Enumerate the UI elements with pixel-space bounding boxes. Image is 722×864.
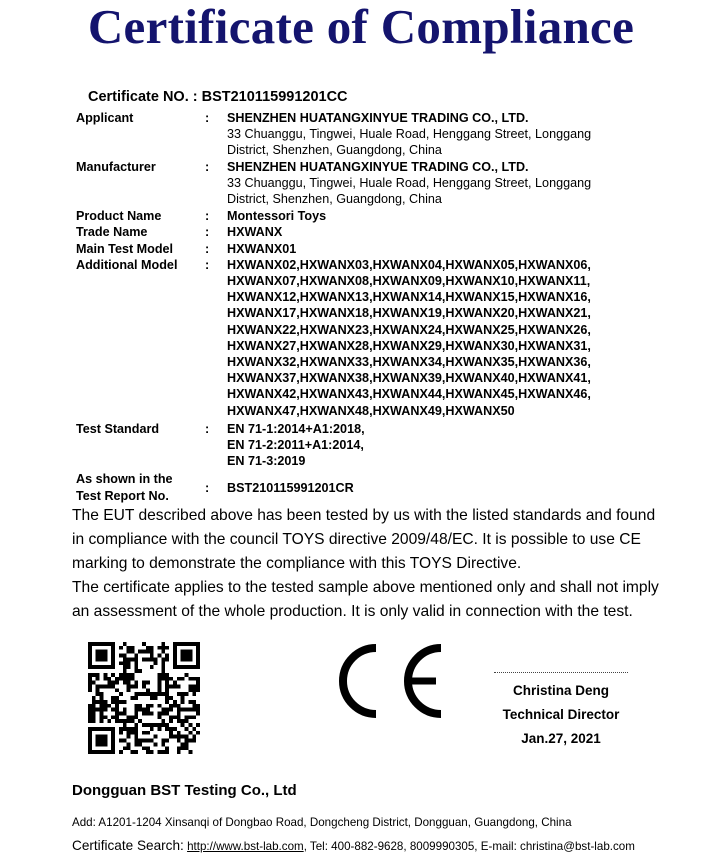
colon: : <box>205 257 210 272</box>
model-line: HXWANX22,HXWANX23,HXWANX24,HXWANX25,HXWANX26, <box>227 322 591 337</box>
manufacturer-address: District, Shenzhen, Guangdong, China <box>227 192 442 207</box>
test-standard-list <box>227 421 676 470</box>
applicant-name: SHENZHEN HUATANGXINYUE TRADING CO., LTD. <box>227 111 529 125</box>
search-label: Certificate Search: <box>72 838 184 853</box>
model-line: HXWANX12,HXWANX13,HXWANX14,HXWANX15,HXWANX16, <box>227 290 591 305</box>
standard-line: EN 71-3:2019 <box>227 454 306 469</box>
standard-line: EN 71-1:2014+A1:2018, <box>227 421 365 436</box>
report-number-value: BST210115991201CR <box>227 480 354 495</box>
issuer-company: Dongguan BST Testing Co., Ltd <box>72 782 297 799</box>
contact-info: , Tel: 400-882-9628, 8009990305, E-mail: christina@bst-lab.com <box>303 840 635 853</box>
website-link[interactable]: http://www.bst-lab.com <box>187 840 304 853</box>
certificate-title: Certificate of Compliance <box>87 0 635 54</box>
applicant-address: 33 Chuanggu, Tingwei, Huale Road, Henggang Street, Longgang <box>227 127 592 142</box>
manufacturer-value <box>227 159 676 208</box>
manufacturer-address: 33 Chuanggu, Tingwei, Huale Road, Henggang Street, Longgang <box>227 175 592 190</box>
main-test-model-value: HXWANX01 <box>227 241 297 256</box>
field-label: Applicant <box>76 111 134 125</box>
field-label: Manufacturer <box>76 159 156 174</box>
label-line: Test Report No. <box>76 488 169 503</box>
colon: : <box>205 111 210 125</box>
ce-mark-logo <box>328 640 446 722</box>
product-name-row <box>76 208 676 224</box>
model-line: HXWANX37,HXWANX38,HXWANX39,HXWANX40,HXWANX41, <box>227 371 591 386</box>
certificate-search <box>72 838 635 853</box>
issue-date: Jan.27, 2021 <box>521 731 601 746</box>
manufacturer-row <box>76 159 676 208</box>
qr-code <box>88 642 200 754</box>
field-label: Test Standard <box>76 421 160 436</box>
trade-name-row <box>76 224 676 240</box>
signatory-title: Technical Director <box>502 707 620 722</box>
label-line: As shown in the <box>76 472 173 487</box>
colon: : <box>205 225 210 240</box>
colon: : <box>205 421 210 436</box>
field-label: Product Name <box>76 209 162 224</box>
certificate-number: Certificate NO. : BST210115991201CC <box>88 89 348 105</box>
colon: : <box>205 159 210 174</box>
model-line: HXWANX27,HXWANX28,HXWANX29,HXWANX30,HXWANX31, <box>227 338 591 353</box>
applicant-address: District, Shenzhen, Guangdong, China <box>227 143 442 158</box>
colon: : <box>205 241 210 256</box>
applicant-row <box>76 110 676 159</box>
report-number-row <box>76 471 676 503</box>
signatory-name: Christina Deng <box>512 683 609 698</box>
model-line: HXWANX42,HXWANX43,HXWANX44,HXWANX45,HXWANX46, <box>227 387 591 402</box>
signature-line <box>494 672 628 673</box>
main-test-model-row <box>76 241 676 257</box>
additional-model-list <box>227 257 676 419</box>
model-line: HXWANX17,HXWANX18,HXWANX19,HXWANX20,HXWANX21, <box>227 306 591 321</box>
certificate-fields <box>76 110 676 504</box>
colon: : <box>205 480 210 495</box>
field-label: Main Test Model <box>76 241 174 256</box>
compliance-statement <box>72 504 662 624</box>
issuer-address: Add: A1201-1204 Xinsanqi of Dongbao Road, Dongcheng District, Dongguan, Guangdong, China <box>72 816 572 829</box>
statement-paragraph: The EUT described above has been tested by us with the listed standards and found in compliance with the council TOYS directive 2009/48/EC. It is possible to use CE marking to demonstrate the compliance with this TOYS Directive. <box>72 507 656 572</box>
trade-name-value: HXWANX <box>227 225 283 240</box>
model-line: HXWANX02,HXWANX03,HXWANX04,HXWANX05,HXWANX06, <box>227 257 591 272</box>
manufacturer-name: SHENZHEN HUATANGXINYUE TRADING CO., LTD. <box>227 159 529 174</box>
qr-modules <box>88 642 200 754</box>
colon: : <box>205 209 210 224</box>
applicant-value <box>227 110 676 159</box>
model-line: HXWANX07,HXWANX08,HXWANX09,HXWANX10,HXWANX11, <box>227 274 591 289</box>
statement-paragraph: The certificate applies to the tested sample above mentioned only and shall not imply an assessment of the whole production. It is only valid in connection with the test. <box>72 579 659 620</box>
model-line: HXWANX32,HXWANX33,HXWANX34,HXWANX35,HXWANX36, <box>227 355 591 370</box>
standard-line: EN 71-2:2011+A1:2014, <box>227 438 364 453</box>
test-standard-row <box>76 421 676 470</box>
signature-block <box>494 672 628 751</box>
field-label: Trade Name <box>76 225 148 240</box>
field-label <box>76 471 205 503</box>
product-name-value: Montessori Toys <box>227 209 327 224</box>
model-line: HXWANX47,HXWANX48,HXWANX49,HXWANX50 <box>227 403 515 418</box>
field-label: Additional Model <box>76 257 178 272</box>
additional-model-row <box>76 257 676 419</box>
